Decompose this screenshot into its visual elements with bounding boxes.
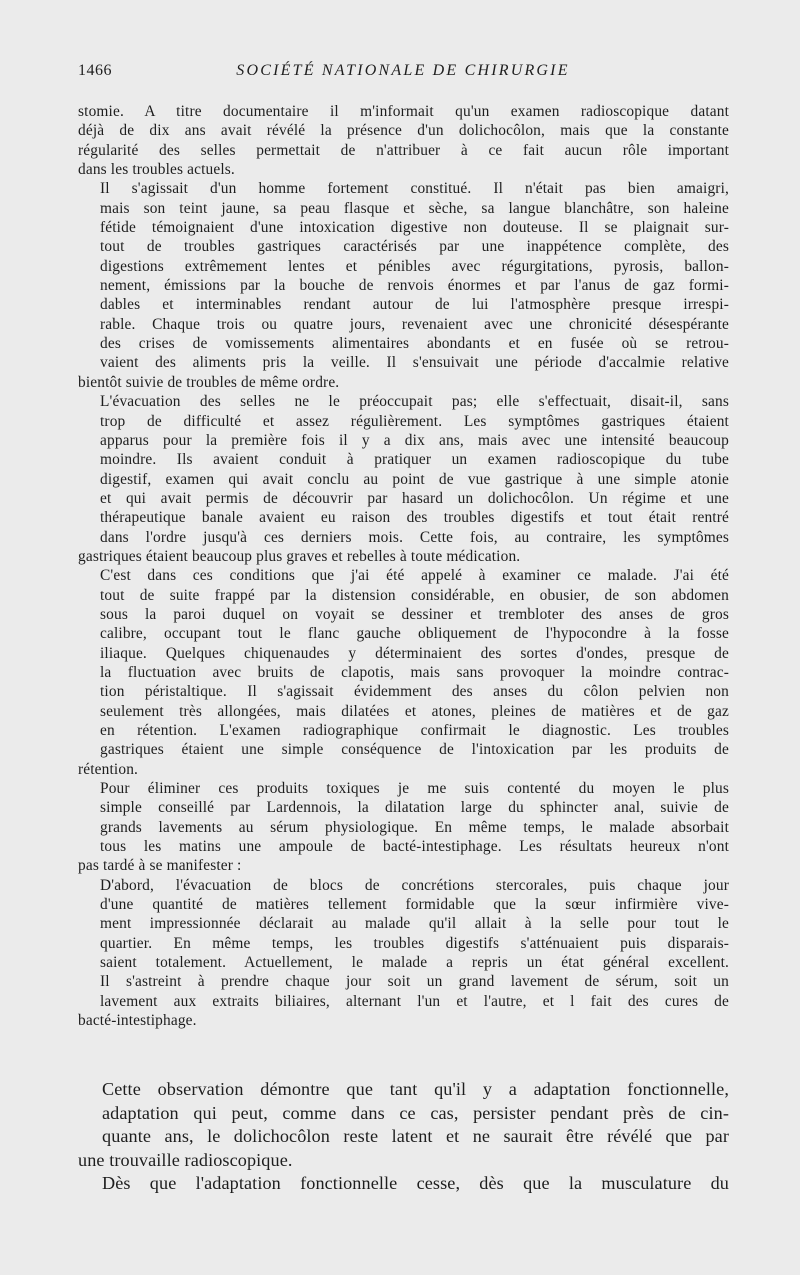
text-line: Il s'agissait d'un homme fortement constitué. Il n'était pas bien amaigri, bbox=[100, 180, 729, 198]
text-line: pas tardé à se manifester : bbox=[78, 857, 242, 875]
text-line: Cette observation démontre que tant qu'il y a adaptation fonctionnelle, bbox=[102, 1079, 729, 1099]
text-line: gastriques étaient une simple conséquence de l'intoxication par les produits de bbox=[100, 741, 729, 759]
text-line: Pour éliminer ces produits toxiques je me suis contenté du moyen le plus bbox=[100, 780, 729, 798]
text-line: tout de suite frappé par la distension considérable, en obusier, de son abdomen bbox=[100, 586, 729, 604]
text-line: dans les troubles actuels. bbox=[78, 161, 235, 179]
text-line: calibre, occupant tout le flanc gauche obliquement de l'hypocondre à la fosse bbox=[100, 625, 729, 643]
body-paragraph bbox=[78, 779, 729, 876]
text-line: dables et interminables rendant autour de lui l'atmosphère presque irrespi- bbox=[100, 296, 729, 314]
body-paragraph bbox=[78, 179, 729, 392]
body-paragraph bbox=[78, 876, 729, 1031]
text-line: Il s'astreint à prendre chaque jour soit un grand lavement de sérum, soit un bbox=[100, 973, 729, 991]
text-line: lavement aux extraits biliaires, alternant l'un et l'autre, et l fait des cures de bbox=[100, 992, 729, 1010]
text-line: tous les matins une ampoule de bacté-intestiphage. Les résultats heureux n'ont bbox=[100, 838, 729, 856]
text-line: rable. Chaque trois ou quatre jours, revenaient avec une chronicité désespérante bbox=[100, 315, 729, 333]
text-line: rétention. bbox=[78, 760, 139, 778]
text-line: grands lavements au sérum physiologique. En même temps, le malade absorbait bbox=[100, 818, 729, 836]
main-text-body bbox=[78, 102, 729, 1031]
text-line: ment impressionnée déclarait au malade qu'il allait à la selle pour tout le bbox=[100, 915, 729, 933]
text-line: régularité des selles permettait de n'attribuer à ce fait aucun rôle important bbox=[78, 141, 729, 159]
text-line: Dès que l'adaptation fonctionnelle cesse, dès que la musculature du bbox=[102, 1173, 729, 1194]
page-header bbox=[78, 62, 728, 86]
text-line: dans l'ordre jusqu'à ces derniers mois. Cette fois, au contraire, les symptômes bbox=[100, 528, 729, 546]
text-line: trop de difficulté et assez régulièrement. Les symptômes gastriques étaient bbox=[100, 412, 729, 430]
text-line: nement, émissions par la bouche de renvois énormes et par l'anus de gaz formi- bbox=[100, 277, 729, 295]
body-paragraph bbox=[78, 102, 729, 179]
text-line: stomie. A titre documentaire il m'informait qu'un examen radioscopique datant bbox=[78, 103, 729, 120]
body-paragraph bbox=[78, 566, 729, 779]
text-line: L'évacuation des selles ne le préoccupait pas; elle s'effectuait, disait-il, sans bbox=[100, 393, 729, 411]
text-line: adaptation qui peut, comme dans ce cas, persister pendant près de cin- bbox=[102, 1102, 729, 1123]
text-line: sous la paroi duquel on voyait se dessiner et trembloter des anses de gros bbox=[100, 605, 729, 623]
text-line: saient totalement. Actuellement, le malade a repris un état général excellent. bbox=[100, 954, 729, 972]
body-paragraph bbox=[78, 392, 729, 566]
text-line: tout de troubles gastriques caractérisés par une inappétence complète, des bbox=[100, 238, 729, 256]
text-line: déjà de dix ans avait révélé la présence d'un dolichocôlon, mais que la constante bbox=[78, 122, 729, 140]
text-line: thérapeutique banale avaient eu raison des troubles digestifs et tout était rentré bbox=[100, 509, 729, 527]
text-line: mais son teint jaune, sa peau flasque et sèche, sa langue blanchâtre, son haleine bbox=[100, 199, 729, 217]
text-line: d'une quantité de matières tellement formidable que la sœur infirmière vive- bbox=[100, 896, 729, 914]
text-line: bientôt suivie de troubles de même ordre. bbox=[78, 373, 340, 391]
text-line: tion péristaltique. Il s'agissait évidemment des anses du côlon pelvien non bbox=[100, 683, 729, 701]
text-line: des crises de vomissements alimentaires abondants et en fusée où se retrou- bbox=[100, 335, 729, 353]
text-line: la fluctuation avec bruits de clapotis, mais sans provoquer la moindre contrac- bbox=[100, 663, 729, 681]
text-line: D'abord, l'évacuation de blocs de concrétions stercorales, puis chaque jour bbox=[100, 876, 729, 894]
text-line: simple conseillé par Lardennois, la dilatation large du sphincter anal, suivie de bbox=[100, 799, 729, 817]
text-line: seulement très allongées, mais dilatées et atones, pleines de matières et de gaz bbox=[100, 702, 729, 720]
text-line: iliaque. Quelques chiquenaudes y déterminaient des sortes d'ondes, presque de bbox=[100, 644, 729, 662]
conclusion-paragraph bbox=[78, 1078, 729, 1172]
conclusion-text bbox=[78, 1078, 729, 1196]
text-line: quante ans, le dolichocôlon reste latent et ne saurait être révélé que par bbox=[102, 1126, 729, 1147]
text-line: fétide témoignaient d'une intoxication digestive non douteuse. Il se plaignait sur- bbox=[100, 219, 729, 237]
text-line: digestif, examen qui avait conclu au point de vue gastrique à une simple atonie bbox=[100, 470, 729, 488]
text-line: gastriques étaient beaucoup plus graves et rebelles à toute médication. bbox=[78, 547, 521, 565]
text-line: moindre. Ils avaient conduit à pratiquer un examen radioscopique du tube bbox=[100, 451, 729, 469]
text-line: apparus pour la première fois il y a dix ans, mais avec une intensité beaucoup bbox=[100, 431, 729, 449]
text-line: et qui avait permis de découvrir par hasard un dolichocôlon. Un régime et une bbox=[100, 489, 729, 507]
text-line: vaient des aliments pris la veille. Il s'ensuivait une période d'accalmie relative bbox=[100, 354, 729, 372]
text-line: en rétention. L'examen radiographique confirmait le diagnostic. Les troubles bbox=[100, 722, 729, 739]
text-line: bacté-intestiphage. bbox=[78, 1012, 197, 1030]
page-number: 1466 bbox=[78, 62, 112, 79]
text-line: C'est dans ces conditions que j'ai été appelé à examiner ce malade. J'ai été bbox=[100, 567, 729, 585]
conclusion-paragraph bbox=[78, 1172, 729, 1196]
running-title: SOCIÉTÉ NATIONALE DE CHIRURGIE bbox=[236, 62, 570, 79]
text-line: une trouvaille radioscopique. bbox=[78, 1149, 293, 1170]
text-line: digestions extrêmement lentes et pénibles avec régurgitations, pyrosis, ballon- bbox=[100, 257, 729, 275]
text-line: quartier. En même temps, les troubles digestifs s'atténuaient puis disparais- bbox=[100, 934, 729, 952]
